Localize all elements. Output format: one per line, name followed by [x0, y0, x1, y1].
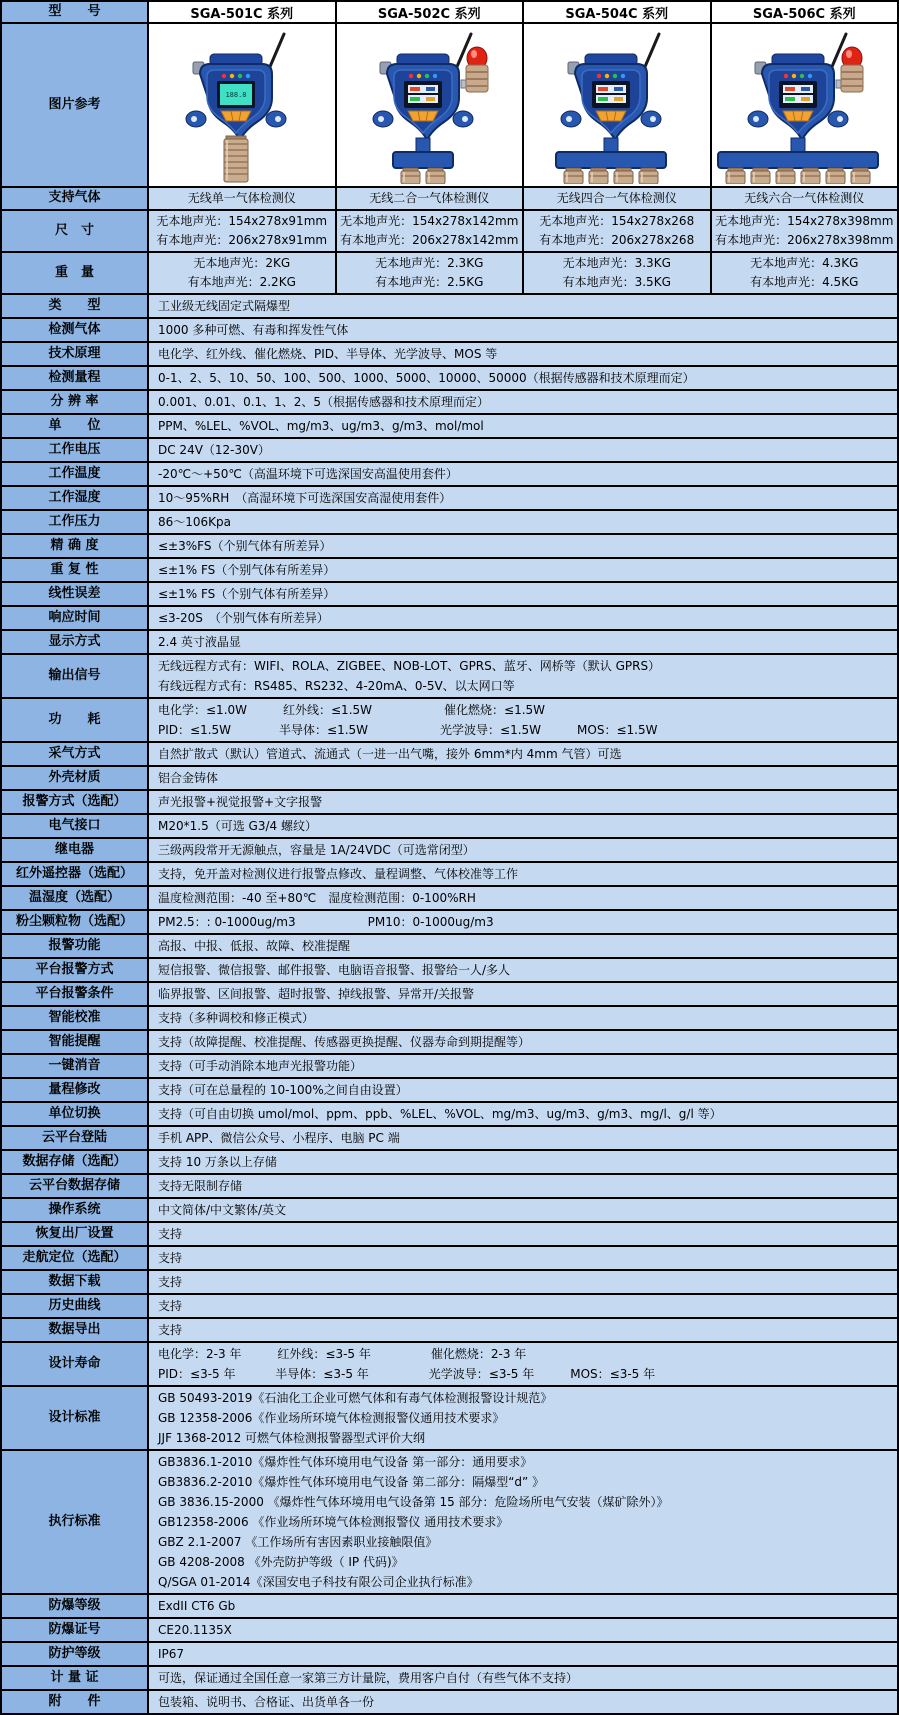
row-value-line: ≤3-20S （个别气体有所差异）	[158, 611, 329, 625]
weight-row-line: 无本地声光：3.3KG	[562, 256, 671, 270]
row-value	[149, 583, 897, 605]
row-value	[149, 791, 897, 813]
row-value	[149, 343, 897, 365]
detector-image-sga-504c	[525, 26, 709, 184]
spec-row	[2, 1223, 897, 1247]
row-value	[149, 1223, 897, 1245]
row-value-line: 三级两段常开无源触点，容量是 1A/24VDC（可选常闭型）	[158, 843, 475, 857]
row-label: 支持气体	[2, 188, 149, 209]
row-value-line: 有线远程方式有：RS485、RS232、4-20mA、0-5V、以太网口等	[158, 679, 515, 693]
row-label: 数据导出	[2, 1319, 149, 1341]
row-value	[149, 1643, 897, 1665]
spec-row	[2, 1055, 897, 1079]
gas-type-cell	[337, 188, 525, 209]
row-label: 输出信号	[2, 655, 149, 697]
row-value-line: 支持 10 万条以上存储	[158, 1155, 277, 1169]
row-value	[149, 983, 897, 1005]
row-label: 数据下载	[2, 1271, 149, 1293]
gas-type-text: 无线二合一气体检测仪	[369, 191, 490, 205]
row-label: 报警方式（选配）	[2, 791, 149, 813]
size-row-cell	[337, 211, 525, 251]
model-name-1: SGA-502C 系列	[337, 2, 525, 22]
row-value-line: 手机 APP、微信公众号、小程序、电脑 PC 端	[158, 1131, 400, 1145]
row-label: 工作湿度	[2, 487, 149, 509]
weight-row-line: 无本地声光：2.3KG	[375, 256, 484, 270]
row-value	[149, 887, 897, 909]
row-value-line: 0-1、2、5、10、50、100、500、1000、5000、10000、50000（根据传感器和技术原理而定）	[158, 371, 695, 385]
spec-row	[2, 863, 897, 887]
row-label: 显示方式	[2, 631, 149, 653]
row-value-line: 电化学：2-3 年 红外线：≤3-5 年 催化燃烧：2-3 年	[158, 1347, 527, 1361]
row-value	[149, 415, 897, 437]
row-label: 单位切换	[2, 1103, 149, 1125]
row-label: 报警功能	[2, 935, 149, 957]
row-label: 数据存储（选配）	[2, 1151, 149, 1173]
row-value-line: 短信报警、微信报警、邮件报警、电脑语音报警、报警给一人/多人	[158, 963, 511, 977]
spec-row	[2, 1199, 897, 1223]
detector-image-sga-502c	[337, 26, 521, 184]
model-header-row	[2, 2, 897, 24]
model-name-3: SGA-506C 系列	[712, 2, 898, 22]
row-label: 单 位	[2, 415, 149, 437]
weight-row-cell	[524, 253, 712, 293]
row-value	[149, 1271, 897, 1293]
image-reference-row	[2, 24, 897, 188]
row-label: 响应时间	[2, 607, 149, 629]
row-value	[149, 1127, 897, 1149]
weight-row-line: 有本地声光：4.5KG	[750, 275, 859, 289]
row-value-line: ≤±3%FS（个别气体有所差异）	[158, 539, 332, 553]
spec-row	[2, 343, 897, 367]
row-value	[149, 511, 897, 533]
size-row-line: 有本地声光：206x278x91mm	[156, 233, 328, 247]
row-value	[149, 1151, 897, 1173]
row-value	[149, 1343, 897, 1385]
row-value	[149, 1055, 897, 1077]
row-label: 类 型	[2, 295, 149, 317]
row-label: 电气接口	[2, 815, 149, 837]
row-label: 重 复 性	[2, 559, 149, 581]
spec-row	[2, 1451, 897, 1595]
row-label: 计 量 证	[2, 1667, 149, 1689]
row-value-line: 支持	[158, 1227, 183, 1241]
row-label: 操作系统	[2, 1199, 149, 1221]
spec-row	[2, 487, 897, 511]
row-label: 精 确 度	[2, 535, 149, 557]
spec-row	[2, 911, 897, 935]
spec-row	[2, 607, 897, 631]
spec-row	[2, 1007, 897, 1031]
row-value	[149, 1103, 897, 1125]
row-value	[149, 391, 897, 413]
row-value-line: PID：≤3-5 年 半导体：≤3-5 年 光学波导：≤3-5 年 MOS：≤3-5 年	[158, 1367, 656, 1381]
model-name-2: SGA-504C 系列	[524, 2, 712, 22]
row-label: 智能提醒	[2, 1031, 149, 1053]
row-label: 继电器	[2, 839, 149, 861]
size-row-line: 无本地声光：154x278x142mm	[340, 214, 519, 228]
spec-row	[2, 1103, 897, 1127]
row-value-line: M20*1.5（可选 G3/4 螺纹）	[158, 819, 317, 833]
row-value	[149, 815, 897, 837]
row-value	[149, 911, 897, 933]
spec-row	[2, 415, 897, 439]
spec-row	[2, 1031, 897, 1055]
spec-row	[2, 1175, 897, 1199]
weight-row-line: 无本地声光：4.3KG	[750, 256, 859, 270]
row-value-line: 支持，免开盖对检测仪进行报警点修改、量程调整、气体校准等工作	[158, 867, 519, 881]
row-label: 工作压力	[2, 511, 149, 533]
spec-row	[2, 839, 897, 863]
spec-row	[2, 959, 897, 983]
row-value-line: JJF 1368-2012 可燃气体检测报警器型式评价大纲	[158, 1431, 426, 1445]
row-value	[149, 319, 897, 341]
row-value	[149, 863, 897, 885]
spec-row	[2, 391, 897, 415]
row-value	[149, 487, 897, 509]
row-value	[149, 959, 897, 981]
row-value-line: 支持（可手动消除本地声光报警功能）	[158, 1059, 363, 1073]
spec-row	[2, 1247, 897, 1271]
row-value-line: -20℃～+50℃（高温环境下可选深国安高温使用套件）	[158, 467, 458, 481]
spec-row	[2, 791, 897, 815]
weight-row	[2, 253, 897, 295]
detector-image-sga-506c	[712, 26, 896, 184]
row-value-line: DC 24V（12-30V）	[158, 443, 270, 457]
row-label: 温湿度（选配）	[2, 887, 149, 909]
spec-row	[2, 1619, 897, 1643]
row-value-line: 支持	[158, 1323, 183, 1337]
spec-row	[2, 887, 897, 911]
row-value	[149, 1031, 897, 1053]
row-label: 设计寿命	[2, 1343, 149, 1385]
spec-row	[2, 1151, 897, 1175]
spec-row	[2, 511, 897, 535]
row-label: 防爆证号	[2, 1619, 149, 1641]
row-label: 检测量程	[2, 367, 149, 389]
row-value-line: GB3836.1-2010《爆炸性气体环境用电气设备 第一部分：通用要求》	[158, 1455, 533, 1469]
row-value-line: 温度检测范围：-40 至+80℃ 湿度检测范围：0-100%RH	[158, 891, 476, 905]
spec-row	[2, 631, 897, 655]
gas-type-text: 无线单一气体检测仪	[187, 191, 296, 205]
detector-image-cell	[712, 24, 898, 186]
row-value-line: 支持	[158, 1275, 183, 1289]
size-row-line: 无本地声光：154x278x268	[539, 214, 695, 228]
row-label: 技术原理	[2, 343, 149, 365]
spec-row	[2, 463, 897, 487]
row-label: 采气方式	[2, 743, 149, 765]
row-value-line: 支持（多种调校和修正模式）	[158, 1011, 315, 1025]
row-value-line: ExdII CT6 Gb	[158, 1599, 236, 1613]
weight-row-line: 有本地声光：2.5KG	[375, 275, 484, 289]
spec-row	[2, 1387, 897, 1451]
row-label: 一键消音	[2, 1055, 149, 1077]
row-value	[149, 1319, 897, 1341]
row-value-line: Q/SGA 01-2014《深国安电子科技有限公司企业执行标准》	[158, 1575, 479, 1589]
row-value-line: ≤±1% FS（个别气体有所差异）	[158, 587, 336, 601]
spec-row	[2, 439, 897, 463]
size-row	[2, 211, 897, 253]
spec-row	[2, 935, 897, 959]
row-value-line: PM2.5：: 0-1000ug/m3 PM10：0-1000ug/m3	[158, 915, 494, 929]
size-row-cell	[712, 211, 898, 251]
row-value	[149, 743, 897, 765]
svg-text:188.8: 188.8	[225, 91, 247, 99]
row-value	[149, 607, 897, 629]
weight-row-line: 有本地声光：2.2KG	[187, 275, 296, 289]
row-value-line: 电化学：≤1.0W 红外线：≤1.5W 催化燃烧：≤1.5W	[158, 703, 546, 717]
row-value	[149, 767, 897, 789]
row-value	[149, 1595, 897, 1617]
row-value-line: GB 50493-2019《石油化工企业可燃气体和有毒气体检测报警设计规范》	[158, 1391, 553, 1405]
row-value-line: 支持	[158, 1299, 183, 1313]
row-value	[149, 655, 897, 697]
size-row-cell	[524, 211, 712, 251]
row-label: 工作电压	[2, 439, 149, 461]
detector-image-sga-501c	[150, 26, 334, 184]
row-value-line: 无线远程方式有：WIFI、ROLA、ZIGBEE、NOB-LOT、GPRS、蓝牙、网桥等（默认 GPRS）	[158, 659, 661, 673]
weight-row-cell	[149, 253, 337, 293]
row-label: 恢复出厂设置	[2, 1223, 149, 1245]
row-label: 量程修改	[2, 1079, 149, 1101]
row-value-line: 86～106Kpa	[158, 515, 232, 529]
supported-gas-row	[2, 188, 897, 211]
row-label: 防护等级	[2, 1643, 149, 1665]
row-value	[149, 1247, 897, 1269]
weight-row-line: 有本地声光：3.5KG	[562, 275, 671, 289]
row-value-line: GBZ 2.1-2007 《工作场所有害因素职业接触限值》	[158, 1535, 438, 1549]
row-value	[149, 1451, 897, 1593]
row-label: 历史曲线	[2, 1295, 149, 1317]
row-value	[149, 295, 897, 317]
gas-type-text: 无线六合一气体检测仪	[744, 191, 865, 205]
spec-row	[2, 1691, 897, 1715]
row-value-line: 铝合金铸体	[158, 771, 219, 785]
spec-row	[2, 295, 897, 319]
row-value-line: 支持	[158, 1251, 183, 1265]
spec-row	[2, 1643, 897, 1667]
spec-row	[2, 1079, 897, 1103]
row-value-line: 支持（故障提醒、校准提醒、传感器更换提醒、仪器寿命到期提醒等）	[158, 1035, 531, 1049]
row-label: 云平台登陆	[2, 1127, 149, 1149]
row-value	[149, 1619, 897, 1641]
weight-row-cell	[337, 253, 525, 293]
row-label: 外壳材质	[2, 767, 149, 789]
row-label: 平台报警条件	[2, 983, 149, 1005]
row-value-line: 支持（可在总量程的 10-100%之间自由设置）	[158, 1083, 408, 1097]
size-row-line: 无本地声光：154x278x398mm	[715, 214, 894, 228]
spec-row	[2, 1595, 897, 1619]
row-value	[149, 631, 897, 653]
row-value-line: 2.4 英寸液晶显	[158, 635, 241, 649]
row-value-line: 自然扩散式（默认）管道式、流通式（一进一出气嘴，接外 6mm*内 4mm 气管）可选	[158, 747, 622, 761]
spec-row	[2, 583, 897, 607]
gas-type-cell	[524, 188, 712, 209]
row-value-line: 工业级无线固定式隔爆型	[158, 299, 291, 313]
row-value	[149, 1691, 897, 1713]
spec-row	[2, 319, 897, 343]
row-value	[149, 1387, 897, 1449]
spec-row	[2, 1343, 897, 1387]
row-label: 平台报警方式	[2, 959, 149, 981]
row-value-line: GB 4208-2008 《外壳防护等级（ IP 代码)》	[158, 1555, 404, 1569]
row-value-line: 包装箱、说明书、合格证、出货单各一份	[158, 1695, 375, 1709]
row-value	[149, 367, 897, 389]
model-name-0: SGA-501C 系列	[149, 2, 337, 22]
gas-type-text: 无线四合一气体检测仪	[556, 191, 677, 205]
row-label: 红外遥控器（选配）	[2, 863, 149, 885]
spec-row	[2, 767, 897, 791]
row-value	[149, 839, 897, 861]
spec-row	[2, 535, 897, 559]
size-row-line: 有本地声光：206x278x398mm	[715, 233, 894, 247]
row-value-line: 电化学、红外线、催化燃烧、PID、半导体、光学波导、MOS 等	[158, 347, 498, 361]
row-value-line: 支持无限制存储	[158, 1179, 243, 1193]
row-value	[149, 1079, 897, 1101]
row-label: 设计标准	[2, 1387, 149, 1449]
row-value-line: CE20.1135X	[158, 1623, 232, 1637]
detector-image-cell	[337, 24, 525, 186]
row-value-line: 临界报警、区间报警、超时报警、掉线报警、异常开/关报警	[158, 987, 475, 1001]
row-value-line: 1000 多种可燃、有毒和挥发性气体	[158, 323, 349, 337]
spec-row	[2, 559, 897, 583]
row-value-line: GB3836.2-2010《爆炸性气体环境用电气设备 第二部分：隔爆型“d” 》	[158, 1475, 545, 1489]
weight-row-line: 无本地声光：2KG	[193, 256, 291, 270]
size-row-line: 有本地声光：206x278x142mm	[340, 233, 519, 247]
gas-type-cell	[712, 188, 898, 209]
spec-row	[2, 1127, 897, 1151]
row-value-line: 10～95%RH （高湿环境下可选深国安高湿使用套件）	[158, 491, 452, 505]
row-label: 防爆等级	[2, 1595, 149, 1617]
row-label: 型 号	[2, 2, 149, 22]
row-value-line: 中文简体/中文繁体/英文	[158, 1203, 287, 1217]
row-value-line: 支持（可自由切换 umol/mol、ppm、ppb、%LEL、%VOL、mg/m3、ug/m3、g/m3、mg/l、g/l 等）	[158, 1107, 722, 1121]
row-value-line: 可选，保证通过全国任意一家第三方计量院，费用客户自付（有些气体不支持）	[158, 1671, 579, 1685]
row-value-line: GB12358-2006 《作业场所环境气体检测报警仪 通用技术要求》	[158, 1515, 509, 1529]
row-value	[149, 1667, 897, 1689]
detector-image-cell	[524, 24, 712, 186]
row-value	[149, 439, 897, 461]
row-value-line: GB 3836.15-2000 《爆炸性气体环境用电气设备第 15 部分：危险场所电气安装（煤矿除外）》	[158, 1495, 669, 1509]
spec-row	[2, 655, 897, 699]
gas-type-cell	[149, 188, 337, 209]
row-label: 分 辨 率	[2, 391, 149, 413]
spec-row	[2, 1271, 897, 1295]
row-value	[149, 535, 897, 557]
spec-row	[2, 1319, 897, 1343]
row-value	[149, 463, 897, 485]
row-value	[149, 699, 897, 741]
size-row-cell	[149, 211, 337, 251]
spec-row	[2, 367, 897, 391]
row-value-line: IP67	[158, 1647, 185, 1661]
weight-row-cell	[712, 253, 898, 293]
row-label: 执行标准	[2, 1451, 149, 1593]
row-label: 云平台数据存储	[2, 1175, 149, 1197]
spec-row	[2, 1667, 897, 1691]
row-value	[149, 1175, 897, 1197]
spec-row	[2, 699, 897, 743]
row-value-line: GB 12358-2006《作业场所环境气体检测报警仪通用技术要求》	[158, 1411, 505, 1425]
row-value-line: 0.001、0.01、0.1、1、2、5（根据传感器和技术原理而定）	[158, 395, 490, 409]
spec-row	[2, 815, 897, 839]
row-label: 功 耗	[2, 699, 149, 741]
row-value	[149, 1295, 897, 1317]
detector-image-cell	[149, 24, 337, 186]
row-label: 附 件	[2, 1691, 149, 1713]
row-value-line: 声光报警+视觉报警+文字报警	[158, 795, 323, 809]
row-label: 走航定位（选配）	[2, 1247, 149, 1269]
spec-row	[2, 743, 897, 767]
row-label: 线性误差	[2, 583, 149, 605]
row-value	[149, 1007, 897, 1029]
row-value-line: ≤±1% FS（个别气体有所差异）	[158, 563, 336, 577]
row-label: 检测气体	[2, 319, 149, 341]
size-row-line: 有本地声光：206x278x268	[539, 233, 695, 247]
row-label: 图片参考	[2, 24, 149, 186]
row-label: 重 量	[2, 253, 149, 293]
row-value	[149, 1199, 897, 1221]
row-value-line: 高报、中报、低报、故障、校准提醒	[158, 939, 351, 953]
row-label: 尺 寸	[2, 211, 149, 251]
row-label: 工作温度	[2, 463, 149, 485]
row-label: 粉尘颗粒物（选配）	[2, 911, 149, 933]
row-label: 智能校准	[2, 1007, 149, 1029]
size-row-line: 无本地声光：154x278x91mm	[156, 214, 328, 228]
row-value-line: PPM、%LEL、%VOL、mg/m3、ug/m3、g/m3、mol/mol	[158, 419, 484, 433]
spec-row	[2, 1295, 897, 1319]
row-value	[149, 559, 897, 581]
row-value	[149, 935, 897, 957]
row-value-line: PID：≤1.5W 半导体：≤1.5W 光学波导：≤1.5W MOS：≤1.5W	[158, 723, 658, 737]
spec-row	[2, 983, 897, 1007]
